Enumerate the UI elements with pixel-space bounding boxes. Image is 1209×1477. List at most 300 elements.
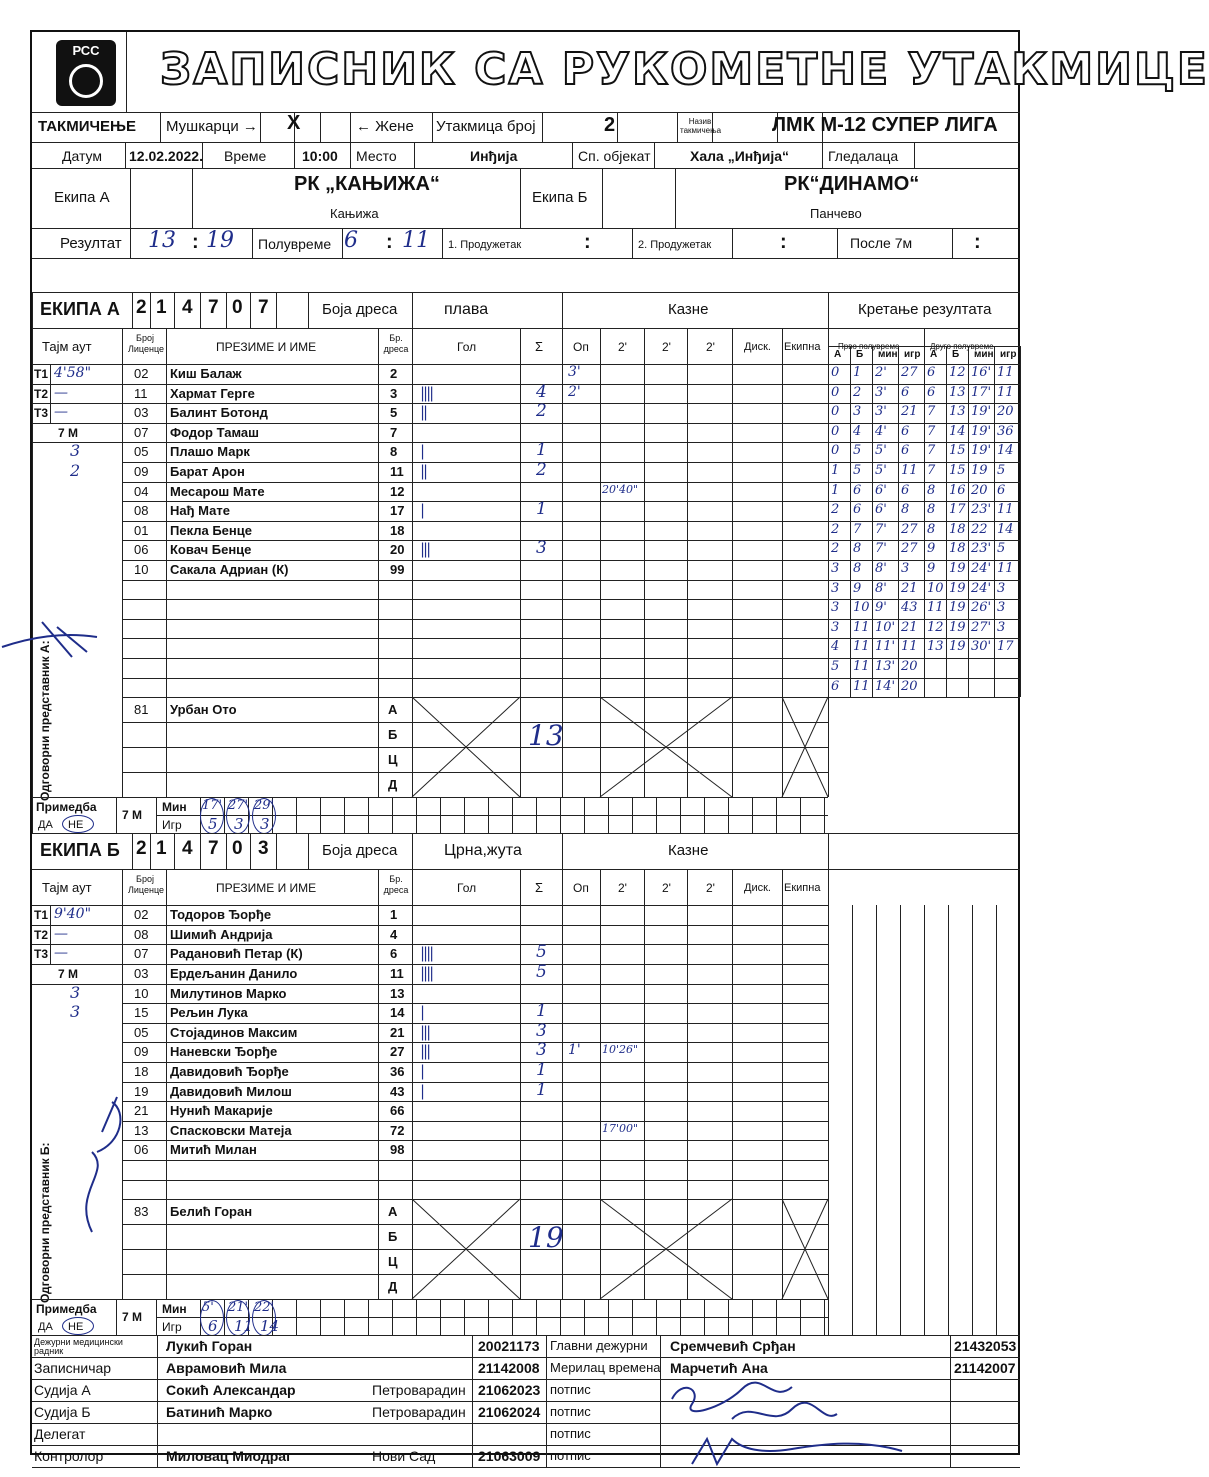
competition-name: ЛМК М-12 СУПЕР ЛИГА bbox=[772, 114, 998, 136]
team_a-7m-player-value: 3 bbox=[234, 815, 244, 834]
staff-name2: Сремчевић Срђан bbox=[670, 1338, 796, 1355]
grid-line bbox=[276, 833, 277, 869]
grid-line bbox=[50, 925, 51, 945]
staff-license: 21063009 bbox=[478, 1448, 541, 1465]
logo-text: РСС bbox=[72, 43, 100, 58]
grid-line bbox=[782, 869, 783, 905]
grid-line bbox=[122, 521, 828, 522]
team_a-player-goal-tally: ||| bbox=[420, 540, 430, 559]
team_b-col-timeout: Тајм аут bbox=[42, 880, 92, 896]
grid-line bbox=[924, 905, 925, 1335]
result-team-b: 19 bbox=[206, 228, 234, 253]
team_a-7m-circle bbox=[226, 798, 250, 834]
grid-line bbox=[900, 905, 901, 1335]
team_a-code-digit: 4 bbox=[182, 297, 193, 318]
progress-col-header: Б bbox=[856, 349, 864, 360]
grid-line bbox=[472, 1335, 473, 1467]
team_b-7m-circle bbox=[226, 1300, 250, 1336]
progress-cell: 6 bbox=[853, 482, 862, 498]
grid-line bbox=[677, 112, 678, 142]
team_a-timeout-label: Т3 bbox=[34, 406, 49, 421]
grid-line bbox=[602, 168, 603, 228]
result-label: Резултат bbox=[60, 235, 122, 252]
match-report-sheet bbox=[30, 30, 1209, 1465]
team_a-player-name: Сакала Адриан (К) bbox=[170, 562, 289, 577]
team_a-timeout-label: Т1 bbox=[34, 367, 49, 381]
team_b-col-2min-2: 2' bbox=[662, 881, 671, 896]
grid-line bbox=[160, 112, 161, 142]
grid-line bbox=[308, 292, 309, 328]
grid-line bbox=[192, 168, 193, 228]
progress-cell: 7 bbox=[927, 404, 936, 420]
progress-cell: 6 bbox=[927, 365, 936, 380]
team_a-7m-player-value: 3 bbox=[260, 815, 270, 834]
team_b-official-penalty-cross bbox=[600, 1199, 732, 1299]
grid-line bbox=[378, 364, 379, 797]
grid-line bbox=[50, 944, 51, 964]
team-b-city: Панчево bbox=[810, 206, 862, 221]
team_b-player-warning: 1' bbox=[568, 1042, 581, 1059]
grid-line bbox=[122, 1180, 828, 1181]
team_b-jersey-label: Боја дреса bbox=[322, 842, 398, 860]
grid-line bbox=[732, 228, 733, 258]
progress-cell: 27' bbox=[971, 619, 992, 635]
team_b-jersey-color: Црна,жута bbox=[444, 842, 522, 860]
progress-cell: 8 bbox=[901, 502, 910, 518]
team_b-player-name: Давидовић Милош bbox=[170, 1083, 292, 1099]
team-a-city: Кањижа bbox=[330, 206, 379, 221]
progress-cell: 11 bbox=[997, 365, 1014, 380]
grid-line bbox=[122, 619, 828, 620]
grid-line bbox=[520, 328, 521, 364]
grid-line bbox=[632, 228, 633, 258]
team_b-note-no: НЕ bbox=[68, 1321, 84, 1334]
grid-line bbox=[520, 364, 521, 797]
team_b-timeout-value: — bbox=[54, 945, 68, 962]
grid-line bbox=[562, 292, 563, 328]
team_b-player-name: Стојадинов Максим bbox=[170, 1024, 298, 1040]
progress-cell: 19 bbox=[949, 600, 966, 616]
team_b-min-label: Мин bbox=[162, 1302, 187, 1317]
progress-cell: 4 bbox=[853, 423, 862, 439]
team_a-7m-circle bbox=[200, 798, 224, 834]
staff-name: Батинић Марко bbox=[166, 1404, 273, 1421]
progress-cell: 12 bbox=[927, 619, 944, 635]
grid-line bbox=[122, 423, 828, 424]
representative-a-signature bbox=[2, 607, 112, 667]
halftime-team-b: 11 bbox=[402, 228, 430, 253]
grid-line bbox=[174, 833, 175, 869]
progress-col-header: А bbox=[930, 349, 938, 360]
team_b-7m-value: 3 bbox=[70, 1002, 81, 1022]
team_b-7m-player-value: 14 bbox=[260, 1317, 280, 1336]
progress-cell: 3 bbox=[831, 619, 840, 635]
grid-line bbox=[122, 638, 828, 639]
grid-line bbox=[122, 580, 828, 581]
progress-cell: 13 bbox=[927, 639, 944, 655]
team_a-code-digit: 7 bbox=[208, 297, 219, 318]
team-b-name: РК“ДИНАМО“ bbox=[784, 173, 920, 195]
team_b-igr-label: Игр bbox=[162, 1320, 182, 1335]
team_a-col-team-penalty: Екипна bbox=[784, 341, 821, 353]
grid-line bbox=[968, 346, 969, 697]
team_b-player-jersey: 13 bbox=[390, 985, 405, 1001]
progress-cell: 19' bbox=[971, 423, 992, 439]
progress-cell: 24' bbox=[971, 561, 992, 576]
grid-line bbox=[166, 328, 167, 364]
team_b-player-license: 06 bbox=[134, 1142, 149, 1158]
grid-line bbox=[200, 833, 201, 869]
team_b-timeout-value: — bbox=[54, 925, 68, 942]
team_b-player-goal-sum: 1 bbox=[536, 1001, 547, 1022]
staff-name: Лукић Горан bbox=[166, 1338, 253, 1355]
team_a-player-name: Балинт Ботонд bbox=[170, 405, 268, 421]
team_b-7m-circle bbox=[200, 1300, 224, 1336]
grid-line bbox=[32, 833, 1020, 834]
team_b-player-jersey: 66 bbox=[390, 1103, 405, 1119]
team_b-player-goal-sum: 3 bbox=[536, 1040, 547, 1061]
progress-cell: 19 bbox=[971, 463, 988, 478]
team_b-col-2min-3: 2' bbox=[706, 881, 715, 896]
result-colon: : bbox=[192, 231, 199, 253]
grid-line bbox=[828, 905, 829, 1335]
progress-cell: 2 bbox=[831, 541, 840, 557]
team_b-player-name: Наневски Ђорђе bbox=[170, 1044, 278, 1060]
grid-line bbox=[520, 168, 521, 228]
halftime-label: Полувреме bbox=[258, 236, 332, 252]
progress-cell: 8 bbox=[927, 482, 936, 498]
progress-cell: 16' bbox=[971, 365, 992, 380]
progress-col-header: игр bbox=[1000, 349, 1017, 360]
grid-line bbox=[546, 1335, 547, 1467]
representative-b-signature bbox=[72, 1092, 132, 1242]
staff-name: Миловац Миодраг bbox=[166, 1448, 292, 1465]
grid-line bbox=[320, 112, 321, 142]
grid-line bbox=[350, 142, 351, 168]
grid-line bbox=[1020, 346, 1021, 697]
team_b-code-digit: 2 bbox=[136, 838, 147, 860]
grid-line bbox=[122, 599, 828, 600]
progress-cell: 1 bbox=[831, 482, 840, 498]
progress-cell: 8 bbox=[927, 502, 936, 518]
team_a-player-license: 02 bbox=[134, 366, 149, 381]
team_a-player-jersey: 7 bbox=[390, 424, 398, 440]
progress-cell: 6 bbox=[853, 502, 862, 518]
ball-icon bbox=[69, 64, 103, 98]
team_a-col-jersey-no: Бр. дреса bbox=[383, 333, 409, 354]
progress-cell: 19 bbox=[949, 561, 966, 576]
team_b-player-license: 09 bbox=[134, 1044, 149, 1060]
grid-line bbox=[166, 364, 167, 797]
grid-line bbox=[122, 944, 828, 945]
progress-cell: 9 bbox=[927, 541, 936, 557]
first-half-label: Прво полувреме bbox=[838, 342, 900, 351]
team_a-col-2min-1: 2' bbox=[618, 340, 627, 354]
grid-line bbox=[850, 346, 851, 697]
grid-line bbox=[250, 292, 251, 328]
team_b-col-name: ПРЕЗИМЕ И ИМЕ bbox=[216, 881, 317, 896]
team_a-timeout-label: Т2 bbox=[34, 386, 49, 401]
team_a-player-2min: 20'40" bbox=[602, 482, 639, 496]
progress-cell: 17' bbox=[971, 384, 992, 400]
team_b-official-letter: Б bbox=[388, 1229, 398, 1245]
grid-line bbox=[122, 364, 123, 797]
grid-line bbox=[122, 984, 828, 985]
grid-line bbox=[828, 697, 1020, 698]
grid-line bbox=[600, 869, 601, 905]
staff-license: 21062023 bbox=[478, 1382, 541, 1399]
team_b-code-digit: 0 bbox=[232, 838, 243, 860]
team_b-player-license: 18 bbox=[134, 1064, 149, 1079]
team_b-player-goal-tally: ||| bbox=[420, 1022, 430, 1041]
grid-line bbox=[200, 292, 201, 328]
header-line bbox=[32, 112, 1020, 113]
progress-cell: 17 bbox=[949, 502, 966, 518]
grid-line bbox=[122, 1160, 828, 1161]
team_a-col-disqualification: Диск. bbox=[744, 341, 771, 353]
progress-col-header: мин bbox=[878, 349, 898, 360]
grid-line bbox=[412, 292, 413, 328]
team_a-official-goal-cross bbox=[412, 697, 520, 797]
team_b-7m-player-value: 11 bbox=[234, 1317, 254, 1336]
grid-line bbox=[828, 869, 829, 905]
team_b-col-goal: Гол bbox=[457, 881, 477, 896]
team_b-player-jersey: 98 bbox=[390, 1142, 405, 1158]
progress-cell: 16 bbox=[949, 482, 966, 498]
team_a-player-name: Барат Арон bbox=[170, 464, 245, 479]
progress-cell: 19 bbox=[949, 619, 966, 635]
grid-line bbox=[644, 869, 645, 905]
second-half-label: Друго полувреме bbox=[930, 342, 994, 351]
after-7m-label: После 7м bbox=[850, 235, 913, 251]
spectators-label: Гледалаца bbox=[828, 148, 899, 164]
progress-cell: 3 bbox=[853, 404, 862, 420]
team_b-player-2min: 10'26" bbox=[602, 1043, 639, 1057]
grid-line bbox=[122, 1140, 828, 1141]
overtime2-label: 2. Продужетак bbox=[638, 239, 712, 251]
grid-line bbox=[350, 112, 351, 142]
staff-name: Аврамовић Мила bbox=[166, 1360, 287, 1377]
team_b-player-goal-tally: | bbox=[420, 1081, 424, 1100]
progress-cell: 11 bbox=[997, 502, 1014, 518]
team_b-code-digit: 1 bbox=[156, 838, 167, 860]
progress-cell: 30' bbox=[971, 639, 992, 655]
team_b-col-license: Број Лиценце bbox=[128, 874, 165, 896]
grid-line bbox=[952, 228, 953, 258]
progress-cell: 27 bbox=[901, 365, 918, 380]
progress-cell: 6 bbox=[901, 482, 910, 498]
progress-cell: 10' bbox=[875, 619, 896, 635]
grid-line bbox=[122, 964, 828, 965]
team_a-official-letter: А bbox=[388, 702, 398, 718]
team_b-player-jersey: 4 bbox=[390, 926, 398, 942]
progress-cell: 6 bbox=[997, 482, 1006, 498]
team_a-player-license: 03 bbox=[134, 405, 149, 421]
progress-col-header: мин bbox=[974, 349, 994, 360]
grid-line bbox=[122, 462, 828, 463]
team_a-7m-min-value: 27' bbox=[228, 798, 249, 814]
team_b-player-goal-sum: 5 bbox=[536, 962, 547, 982]
date-label: Датум bbox=[62, 148, 102, 164]
team_a-penalties-label: Казне bbox=[668, 301, 709, 318]
team_b-player-name: Шимић Андрија bbox=[170, 926, 273, 942]
progress-cell: 3 bbox=[997, 580, 1006, 596]
team_a-code-digit: 7 bbox=[258, 297, 269, 318]
team_b-col-disqualification: Диск. bbox=[744, 882, 771, 895]
grid-line bbox=[276, 292, 277, 328]
team_b-player-license: 19 bbox=[134, 1083, 149, 1099]
team_b-7m-min-value: 5' bbox=[202, 1300, 214, 1316]
grid-line bbox=[412, 833, 413, 869]
team_a-player-goal-tally: || bbox=[420, 403, 427, 422]
grid-line bbox=[226, 292, 227, 328]
date-value: 12.02.2022. bbox=[129, 148, 203, 164]
progress-cell: 2' bbox=[875, 365, 887, 380]
team_a-player-jersey: 20 bbox=[390, 542, 405, 558]
grid-line bbox=[122, 1062, 828, 1063]
team_a-player-goal-tally: | bbox=[420, 501, 424, 520]
team_a-player-name: Киш Балаж bbox=[170, 366, 242, 381]
grid-line bbox=[125, 142, 126, 168]
team_a-note-no-circle bbox=[62, 815, 94, 833]
progress-cell: 5 bbox=[853, 463, 862, 478]
team_b-header: ЕКИПА Б bbox=[40, 840, 120, 861]
team_a-timeout-value: — bbox=[54, 384, 68, 401]
progress-cell: 10 bbox=[927, 580, 944, 596]
team_b-note-no-circle bbox=[62, 1317, 94, 1335]
grid-line bbox=[122, 442, 828, 443]
progress-cell: 14 bbox=[997, 443, 1014, 459]
progress-cell: 1 bbox=[853, 365, 862, 380]
team_a-player-license: 06 bbox=[134, 542, 149, 558]
grid-line bbox=[822, 142, 823, 168]
team_a-player-license: 09 bbox=[134, 464, 149, 479]
progress-cell: 26' bbox=[971, 600, 992, 616]
team_b-player-jersey: 14 bbox=[390, 1005, 405, 1021]
team_a-player-jersey: 8 bbox=[390, 444, 398, 460]
grid-line bbox=[32, 168, 1020, 169]
staff-city: Петроварадин bbox=[372, 1382, 466, 1399]
staff-license: 21142008 bbox=[478, 1360, 540, 1377]
team_a-official-penalty-cross bbox=[600, 697, 732, 797]
team_b-player-jersey: 1 bbox=[390, 907, 398, 923]
progress-cell: 7' bbox=[875, 541, 887, 557]
progress-cell: 20 bbox=[901, 659, 918, 674]
team_b-player-license: 13 bbox=[134, 1122, 149, 1138]
team_a-player-license: 01 bbox=[134, 522, 149, 538]
grid-line bbox=[32, 944, 122, 945]
grid-line bbox=[32, 384, 122, 385]
staff-role2: потпис bbox=[550, 1448, 591, 1464]
progress-cell: 21 bbox=[901, 619, 918, 635]
grid-line bbox=[562, 833, 563, 869]
grid-line bbox=[600, 328, 601, 364]
team_b-player-license: 03 bbox=[134, 966, 149, 981]
progress-cell: 8 bbox=[927, 521, 936, 537]
halftime-team-a: 6 bbox=[344, 228, 358, 253]
progress-cell: 6' bbox=[875, 502, 887, 518]
progress-cell: 15 bbox=[949, 463, 966, 478]
progress-cell: 6' bbox=[875, 482, 887, 498]
grid-line bbox=[250, 833, 251, 869]
team_a-code-digit: 1 bbox=[156, 297, 167, 318]
grid-line bbox=[122, 1003, 828, 1004]
team_b-timeout-value: 9'40" bbox=[54, 906, 92, 923]
progress-cell: 8' bbox=[875, 580, 887, 596]
place-label: Место bbox=[356, 148, 397, 164]
competition-name-label: Назив такмичења bbox=[680, 117, 722, 135]
team_a-timeout-value: — bbox=[54, 404, 68, 421]
team_b-note-yes: ДА bbox=[38, 1321, 53, 1334]
grid-line bbox=[122, 869, 123, 905]
grid-line bbox=[732, 328, 733, 364]
grid-line bbox=[174, 292, 175, 328]
team_a-player-license: 11 bbox=[134, 385, 148, 401]
team_a-7m-value: 3 bbox=[70, 441, 81, 461]
team_b-official-letter: Ц bbox=[388, 1254, 398, 1270]
team_b-player-goal-sum: 1 bbox=[536, 1079, 547, 1100]
grid-line bbox=[342, 228, 343, 258]
team_b-official-goal-cross bbox=[412, 1199, 520, 1299]
staff-role2: Мерилац времена bbox=[550, 1360, 661, 1376]
progress-cell: 23' bbox=[971, 502, 992, 518]
team_a-7m-footer-label: 7 М bbox=[122, 808, 143, 823]
team_a-note-label: Примедба bbox=[36, 800, 97, 815]
team_a-player-goal-sum: 1 bbox=[536, 499, 547, 520]
progress-cell: 8 bbox=[853, 561, 862, 576]
grid-line bbox=[32, 905, 828, 906]
team_a-player-goal-tally: || bbox=[420, 462, 427, 480]
grid-line bbox=[542, 112, 543, 142]
progress-cell: 11 bbox=[901, 463, 918, 478]
progress-cell: 6 bbox=[901, 443, 910, 459]
team_b-player-jersey: 6 bbox=[390, 946, 398, 962]
progress-cell: 0 bbox=[831, 443, 840, 459]
progress-cell: 9 bbox=[927, 561, 936, 576]
men-checkbox-mark: X bbox=[287, 112, 301, 134]
team_a-player-goal-sum: 4 bbox=[536, 381, 547, 402]
progress-cell: 27 bbox=[901, 521, 918, 537]
team_b-player-name: Спасковски Матеја bbox=[170, 1122, 292, 1138]
grid-line bbox=[150, 833, 151, 869]
staff-license: 20021173 bbox=[478, 1338, 540, 1355]
team_a-note-yes: ДА bbox=[38, 819, 53, 832]
team_b-col-team-penalty: Екипна bbox=[784, 882, 821, 895]
grid-line bbox=[166, 869, 167, 905]
team_a-col-sum: Σ bbox=[535, 339, 544, 354]
grid-line bbox=[732, 905, 733, 1299]
score-progress-label: Кретање резултата bbox=[858, 301, 992, 318]
team_a-official-name: Урбан Ото bbox=[170, 702, 237, 718]
progress-cell: 7' bbox=[875, 521, 887, 537]
staff-role: Делегат bbox=[34, 1426, 86, 1443]
team_a-player-license: 08 bbox=[134, 503, 149, 519]
grid-line bbox=[828, 833, 829, 869]
team_a-player-name: Плашо Марк bbox=[170, 444, 250, 460]
progress-cell: 22 bbox=[971, 521, 988, 537]
progress-cell: 9' bbox=[875, 600, 887, 616]
team_a-player-goal-sum: 2 bbox=[536, 401, 547, 422]
progress-cell: 24' bbox=[971, 580, 992, 596]
team_b-official-rep-label: Одговорни представник Б: bbox=[38, 1142, 52, 1304]
time-value: 10:00 bbox=[302, 148, 338, 164]
grid-line bbox=[32, 142, 1020, 143]
progress-cell: 11 bbox=[927, 600, 944, 616]
grid-line bbox=[432, 112, 433, 142]
grid-line bbox=[732, 869, 733, 905]
progress-cell: 2 bbox=[853, 384, 862, 400]
grid-line bbox=[122, 403, 828, 404]
